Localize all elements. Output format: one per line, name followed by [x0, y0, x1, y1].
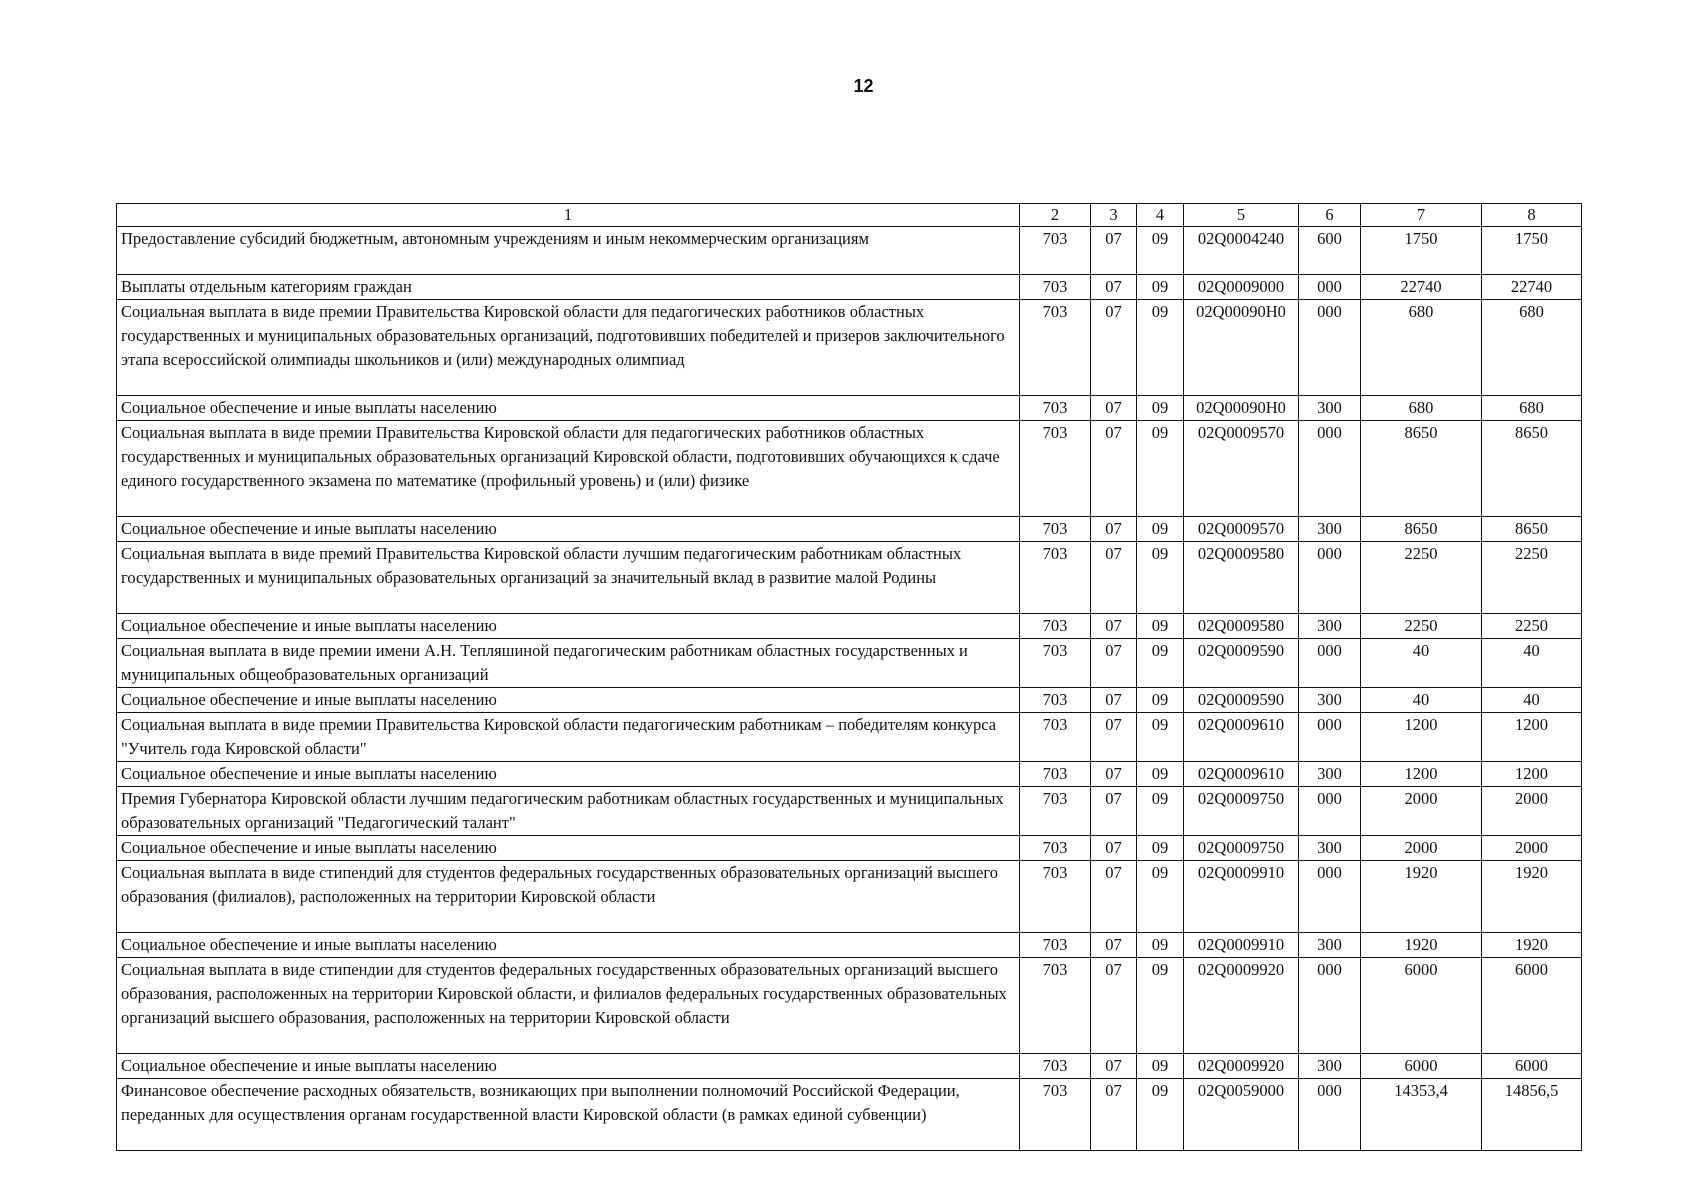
row-section-code: 07 [1091, 1079, 1137, 1151]
row-target-article: 02Q0009910 [1184, 933, 1299, 958]
row-ministry-code: 703 [1020, 639, 1091, 688]
row-amount-8: 2250 [1482, 614, 1582, 639]
row-subsection-code: 09 [1137, 836, 1184, 861]
row-subsection-code: 09 [1137, 542, 1184, 614]
table-row [117, 639, 1582, 688]
row-section-code: 07 [1091, 861, 1137, 933]
row-section-code: 07 [1091, 421, 1137, 517]
row-amount-8: 680 [1482, 300, 1582, 396]
table-row [117, 1079, 1582, 1151]
row-amount-7: 40 [1361, 688, 1482, 713]
row-subsection-code: 09 [1137, 639, 1184, 688]
row-amount-7: 6000 [1361, 958, 1482, 1054]
header-col-3: 3 [1091, 204, 1137, 227]
row-amount-7: 1200 [1361, 762, 1482, 787]
row-section-code: 07 [1091, 836, 1137, 861]
row-section-code: 07 [1091, 542, 1137, 614]
row-amount-8: 680 [1482, 396, 1582, 421]
row-amount-7: 8650 [1361, 421, 1482, 517]
table-row [117, 762, 1582, 787]
row-subsection-code: 09 [1137, 421, 1184, 517]
row-ministry-code: 703 [1020, 1079, 1091, 1151]
row-amount-7: 680 [1361, 396, 1482, 421]
row-name: Социальное обеспечение и иные выплаты населению [117, 614, 1020, 639]
row-expense-type: 000 [1299, 1079, 1361, 1151]
row-name: Премия Губернатора Кировской области лучшим педагогическим работникам областных государственных и муниципальных образовательных организаций "Педагогический талант" [117, 787, 1020, 836]
row-amount-7: 14353,4 [1361, 1079, 1482, 1151]
row-amount-7: 2250 [1361, 614, 1482, 639]
table-body [117, 227, 1582, 1151]
row-subsection-code: 09 [1137, 933, 1184, 958]
row-ministry-code: 703 [1020, 300, 1091, 396]
row-amount-8: 2000 [1482, 836, 1582, 861]
table-row [117, 227, 1582, 275]
row-expense-type: 300 [1299, 1054, 1361, 1079]
row-ministry-code: 703 [1020, 933, 1091, 958]
row-ministry-code: 703 [1020, 713, 1091, 762]
row-amount-7: 22740 [1361, 275, 1482, 300]
row-ministry-code: 703 [1020, 542, 1091, 614]
table-row [117, 421, 1582, 517]
row-section-code: 07 [1091, 227, 1137, 275]
table-row [117, 933, 1582, 958]
row-target-article: 02Q00090H0 [1184, 396, 1299, 421]
table-row [117, 614, 1582, 639]
row-name: Социальное обеспечение и иные выплаты населению [117, 396, 1020, 421]
row-expense-type: 300 [1299, 762, 1361, 787]
row-expense-type: 300 [1299, 614, 1361, 639]
row-target-article: 02Q0009000 [1184, 275, 1299, 300]
row-target-article: 02Q0059000 [1184, 1079, 1299, 1151]
row-amount-8: 22740 [1482, 275, 1582, 300]
row-subsection-code: 09 [1137, 396, 1184, 421]
row-target-article: 02Q0009920 [1184, 1054, 1299, 1079]
row-subsection-code: 09 [1137, 688, 1184, 713]
row-subsection-code: 09 [1137, 614, 1184, 639]
row-subsection-code: 09 [1137, 861, 1184, 933]
row-subsection-code: 09 [1137, 958, 1184, 1054]
row-target-article: 02Q0004240 [1184, 227, 1299, 275]
row-amount-7: 8650 [1361, 517, 1482, 542]
row-amount-8: 6000 [1482, 1054, 1582, 1079]
row-amount-8: 6000 [1482, 958, 1582, 1054]
row-target-article: 02Q0009610 [1184, 762, 1299, 787]
row-expense-type: 000 [1299, 639, 1361, 688]
row-section-code: 07 [1091, 688, 1137, 713]
row-expense-type: 000 [1299, 542, 1361, 614]
row-target-article: 02Q0009580 [1184, 542, 1299, 614]
header-col-1: 1 [117, 204, 1020, 227]
row-amount-8: 1920 [1482, 933, 1582, 958]
header-row [117, 204, 1582, 227]
row-section-code: 07 [1091, 958, 1137, 1054]
row-amount-8: 1920 [1482, 861, 1582, 933]
row-amount-8: 1200 [1482, 713, 1582, 762]
row-name: Социальная выплата в виде премии Правительства Кировской области педагогическим работникам – победителям конкурса "Учитель года Кировской области" [117, 713, 1020, 762]
row-ministry-code: 703 [1020, 762, 1091, 787]
table-row [117, 396, 1582, 421]
row-ministry-code: 703 [1020, 688, 1091, 713]
row-amount-7: 1200 [1361, 713, 1482, 762]
row-ministry-code: 703 [1020, 787, 1091, 836]
row-name: Финансовое обеспечение расходных обязательств, возникающих при выполнении полномочий Российской Федерации, переданных для осуществления органам государственной власти Кировской области (в рамках единой субвенции) [117, 1079, 1020, 1151]
row-expense-type: 300 [1299, 933, 1361, 958]
row-name: Социальное обеспечение и иные выплаты населению [117, 933, 1020, 958]
row-expense-type: 000 [1299, 300, 1361, 396]
row-name: Социальное обеспечение и иные выплаты населению [117, 836, 1020, 861]
row-amount-7: 2000 [1361, 787, 1482, 836]
row-name: Социальная выплата в виде премии Правительства Кировской области для педагогических работников областных государственных и муниципальных образовательных организаций, подготовивших победителей и призеров заключительного этапа всероссийской олимпиады школьников и (или) международных олимпиад [117, 300, 1020, 396]
row-ministry-code: 703 [1020, 614, 1091, 639]
table-row [117, 688, 1582, 713]
row-name: Социальное обеспечение и иные выплаты населению [117, 517, 1020, 542]
row-target-article: 02Q0009580 [1184, 614, 1299, 639]
header-col-8: 8 [1482, 204, 1582, 227]
table-row [117, 542, 1582, 614]
row-section-code: 07 [1091, 517, 1137, 542]
row-expense-type: 000 [1299, 421, 1361, 517]
row-subsection-code: 09 [1137, 1054, 1184, 1079]
row-name: Социальная выплата в виде стипендий для студентов федеральных государственных образовательных организаций высшего образования (филиалов), расположенных на территории Кировской области [117, 861, 1020, 933]
row-section-code: 07 [1091, 1054, 1137, 1079]
row-amount-8: 40 [1482, 639, 1582, 688]
row-name: Социальная выплата в виде премии имени А.Н. Тепляшиной педагогическим работникам областных государственных и муниципальных общеобразовательных организаций [117, 639, 1020, 688]
row-subsection-code: 09 [1137, 300, 1184, 396]
row-subsection-code: 09 [1137, 227, 1184, 275]
row-ministry-code: 703 [1020, 275, 1091, 300]
row-subsection-code: 09 [1137, 787, 1184, 836]
row-name: Социальное обеспечение и иные выплаты населению [117, 688, 1020, 713]
header-col-6: 6 [1299, 204, 1361, 227]
row-expense-type: 000 [1299, 861, 1361, 933]
row-subsection-code: 09 [1137, 762, 1184, 787]
row-section-code: 07 [1091, 762, 1137, 787]
row-subsection-code: 09 [1137, 1079, 1184, 1151]
row-name: Выплаты отдельным категориям граждан [117, 275, 1020, 300]
row-target-article: 02Q0009610 [1184, 713, 1299, 762]
row-expense-type: 300 [1299, 688, 1361, 713]
row-subsection-code: 09 [1137, 275, 1184, 300]
row-amount-7: 680 [1361, 300, 1482, 396]
row-name: Социальное обеспечение и иные выплаты населению [117, 1054, 1020, 1079]
row-amount-8: 1200 [1482, 762, 1582, 787]
row-ministry-code: 703 [1020, 421, 1091, 517]
row-section-code: 07 [1091, 614, 1137, 639]
row-subsection-code: 09 [1137, 713, 1184, 762]
row-expense-type: 000 [1299, 787, 1361, 836]
row-amount-8: 40 [1482, 688, 1582, 713]
table-row [117, 1054, 1582, 1079]
row-section-code: 07 [1091, 639, 1137, 688]
table-row [117, 517, 1582, 542]
row-target-article: 02Q00090H0 [1184, 300, 1299, 396]
page-number: 12 [853, 76, 874, 96]
table-row [117, 787, 1582, 836]
row-name: Социальная выплата в виде премии Правительства Кировской области для педагогических работников областных государственных и муниципальных образовательных организаций Кировской области, подготовивших обучающихся к сдаче единого государственного экзамена по математике (профильный уровень) и (или) физике [117, 421, 1020, 517]
row-name: Социальная выплата в виде премий Правительства Кировской области лучшим педагогическим работникам областных государственных и муниципальных образовательных организаций за значительный вклад в развитие малой Родины [117, 542, 1020, 614]
row-ministry-code: 703 [1020, 227, 1091, 275]
row-amount-8: 8650 [1482, 517, 1582, 542]
header-col-2: 2 [1020, 204, 1091, 227]
row-name: Социальное обеспечение и иные выплаты населению [117, 762, 1020, 787]
row-target-article: 02Q0009590 [1184, 639, 1299, 688]
row-expense-type: 000 [1299, 713, 1361, 762]
row-expense-type: 300 [1299, 836, 1361, 861]
row-ministry-code: 703 [1020, 958, 1091, 1054]
table-row [117, 861, 1582, 933]
row-ministry-code: 703 [1020, 836, 1091, 861]
table-row [117, 836, 1582, 861]
row-name: Предоставление субсидий бюджетным, автономным учреждениям и иным некоммерческим организациям [117, 227, 1020, 275]
row-amount-7: 2250 [1361, 542, 1482, 614]
header-col-4: 4 [1137, 204, 1184, 227]
row-section-code: 07 [1091, 933, 1137, 958]
row-ministry-code: 703 [1020, 517, 1091, 542]
row-amount-7: 1750 [1361, 227, 1482, 275]
row-amount-7: 6000 [1361, 1054, 1482, 1079]
row-name: Социальная выплата в виде стипендии для студентов федеральных государственных образовательных организаций высшего образования, расположенных на территории Кировской области, и филиалов федеральных государственных образовательных организаций высшего образования, расположенных на территории Кировской области [117, 958, 1020, 1054]
row-ministry-code: 703 [1020, 396, 1091, 421]
table-row [117, 958, 1582, 1054]
row-section-code: 07 [1091, 396, 1137, 421]
table-row [117, 300, 1582, 396]
row-target-article: 02Q0009910 [1184, 861, 1299, 933]
row-section-code: 07 [1091, 300, 1137, 396]
table-row [117, 713, 1582, 762]
row-amount-8: 14856,5 [1482, 1079, 1582, 1151]
row-target-article: 02Q0009920 [1184, 958, 1299, 1054]
row-section-code: 07 [1091, 787, 1137, 836]
row-expense-type: 000 [1299, 275, 1361, 300]
row-amount-7: 1920 [1361, 861, 1482, 933]
row-amount-8: 1750 [1482, 227, 1582, 275]
row-expense-type: 300 [1299, 517, 1361, 542]
budget-table [116, 203, 1582, 1151]
row-target-article: 02Q0009570 [1184, 421, 1299, 517]
table-row [117, 275, 1582, 300]
row-amount-7: 1920 [1361, 933, 1482, 958]
row-target-article: 02Q0009750 [1184, 787, 1299, 836]
row-amount-7: 2000 [1361, 836, 1482, 861]
row-expense-type: 600 [1299, 227, 1361, 275]
row-subsection-code: 09 [1137, 517, 1184, 542]
row-expense-type: 300 [1299, 396, 1361, 421]
row-amount-7: 40 [1361, 639, 1482, 688]
row-amount-8: 2000 [1482, 787, 1582, 836]
header-col-7: 7 [1361, 204, 1482, 227]
row-target-article: 02Q0009750 [1184, 836, 1299, 861]
row-target-article: 02Q0009570 [1184, 517, 1299, 542]
row-target-article: 02Q0009590 [1184, 688, 1299, 713]
row-ministry-code: 703 [1020, 1054, 1091, 1079]
row-ministry-code: 703 [1020, 861, 1091, 933]
row-amount-8: 2250 [1482, 542, 1582, 614]
row-section-code: 07 [1091, 275, 1137, 300]
row-amount-8: 8650 [1482, 421, 1582, 517]
header-col-5: 5 [1184, 204, 1299, 227]
row-section-code: 07 [1091, 713, 1137, 762]
row-expense-type: 000 [1299, 958, 1361, 1054]
